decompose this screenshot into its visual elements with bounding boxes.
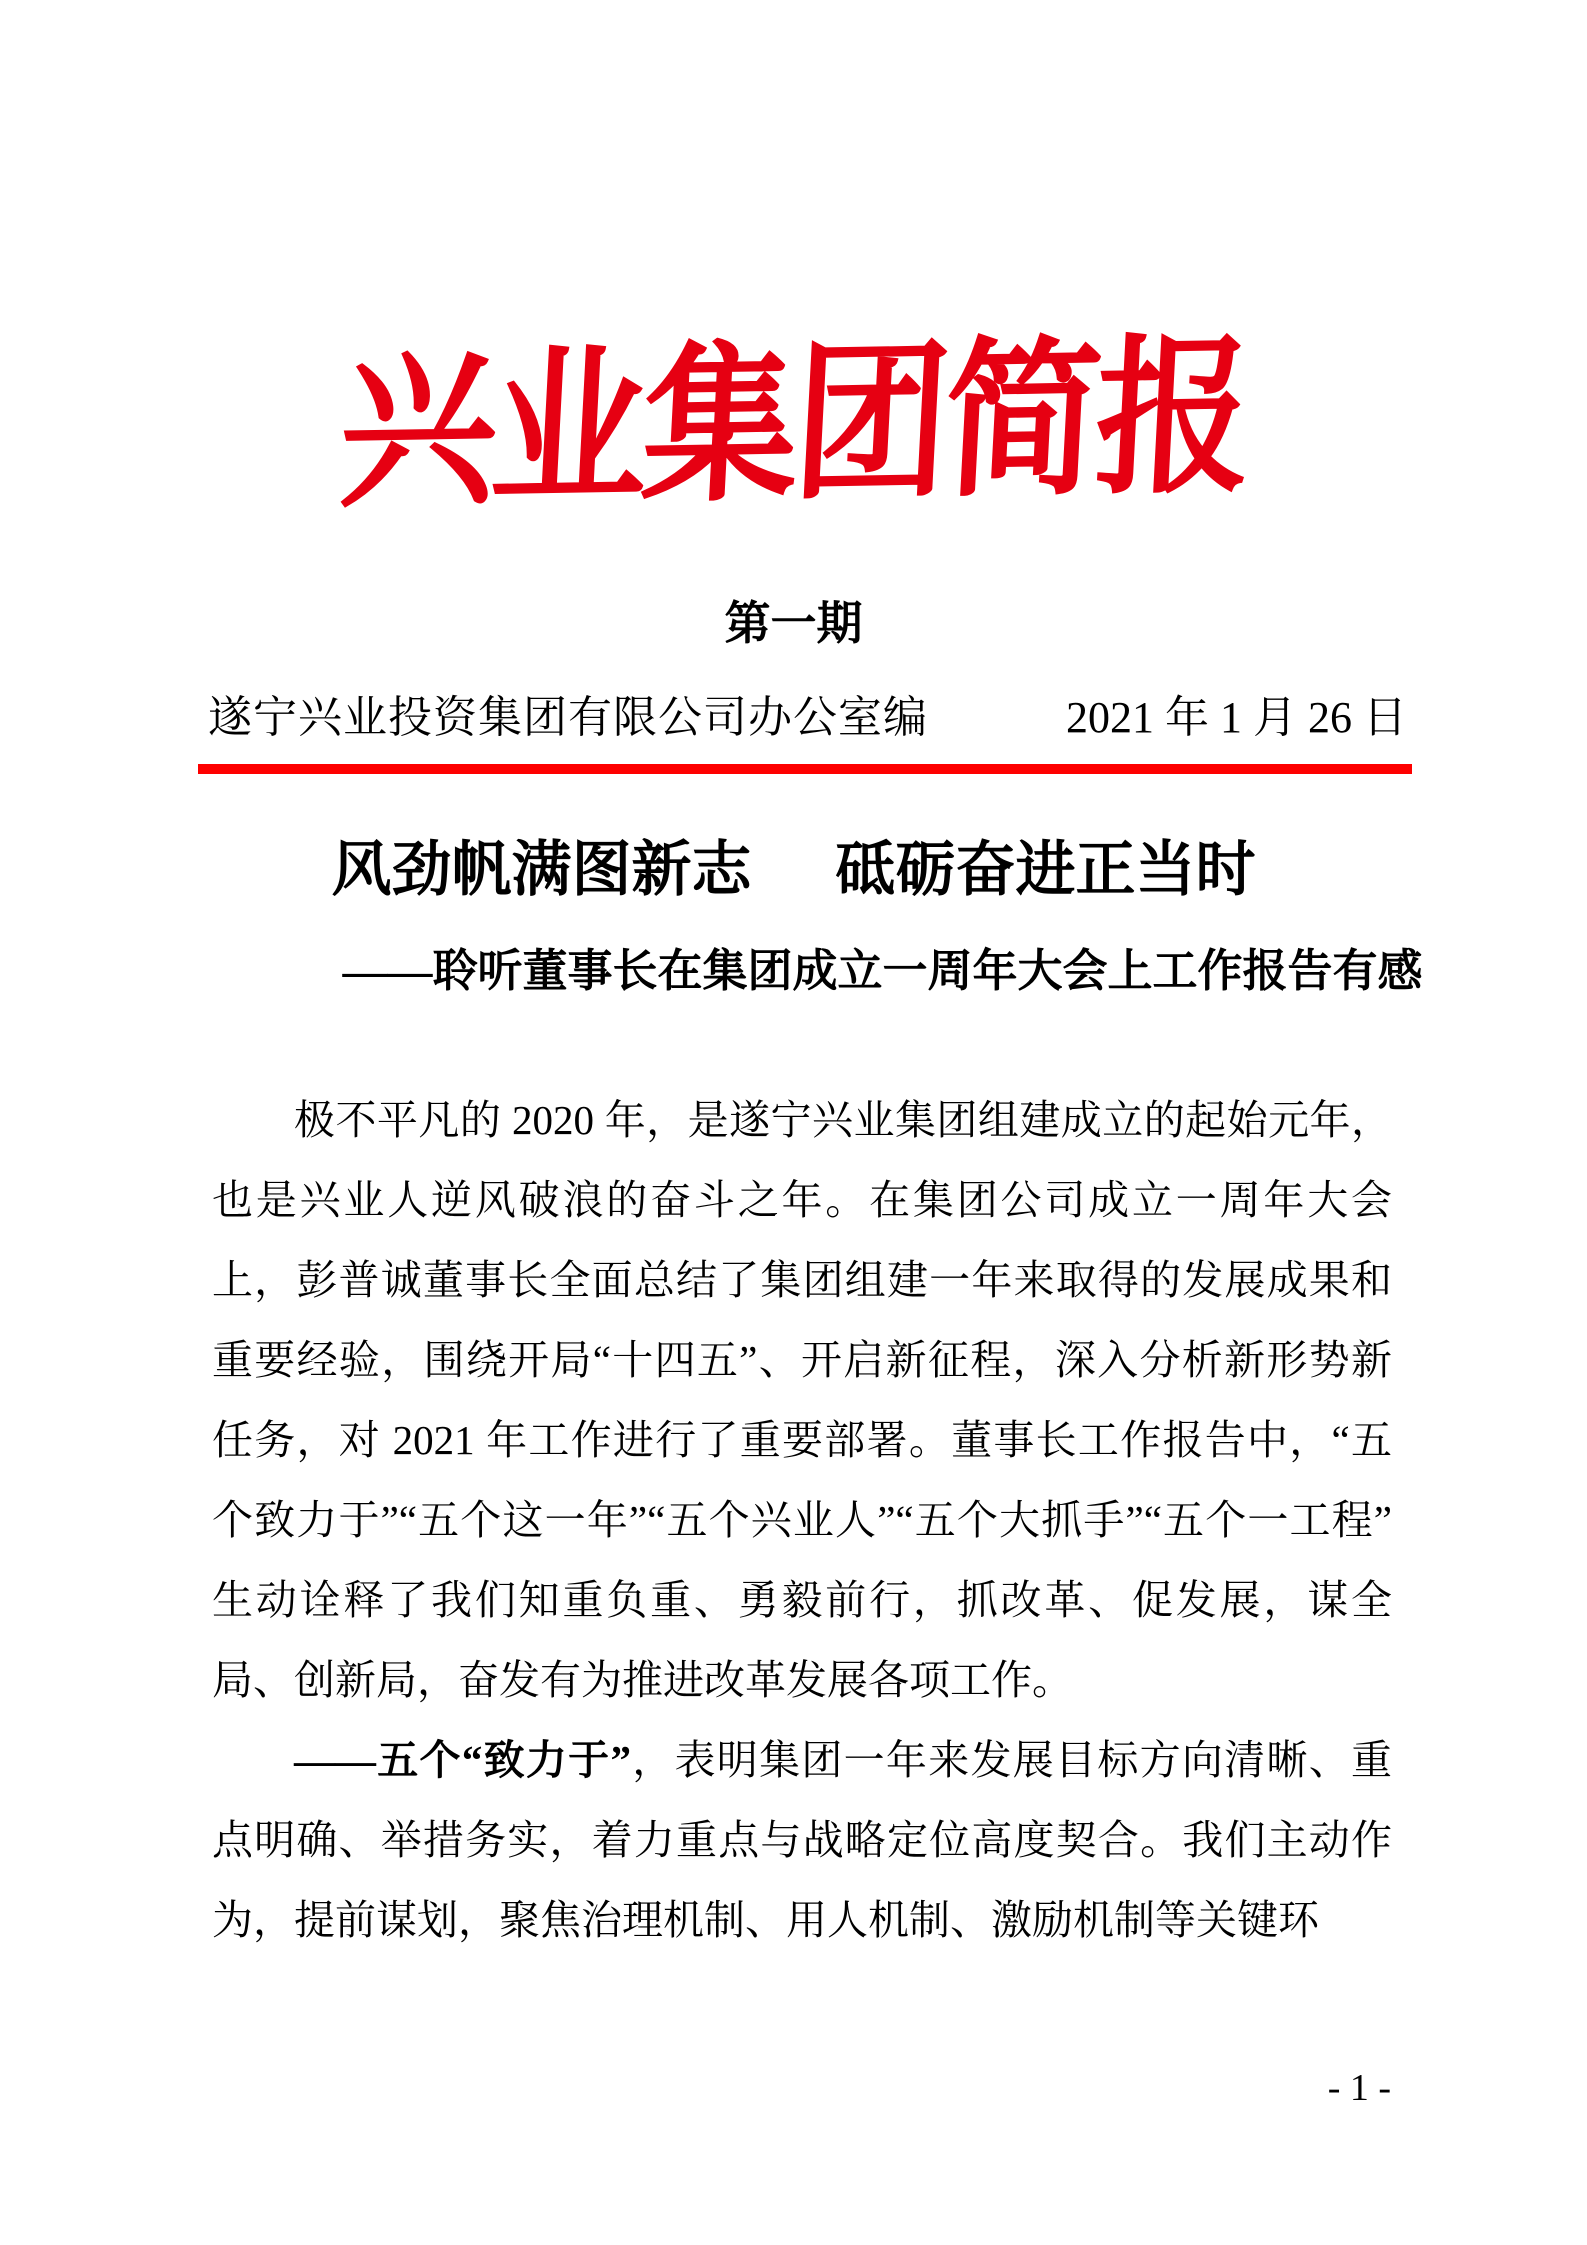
paragraph-1: 极不平凡的 2020 年，是遂宁兴业集团组建成立的起始元年，也是兴业人逆风破浪的奋斗之年。在集团公司成立一周年大会上，彭普诚董事长全面总结了集团组建一年来取得的发展成果和重要经验，围绕开局“十四五”、开启新征程，深入分析新形势新任务，对 2021 年工作进行了重要部署。董事长工作报告中，“五个致力于”“五个这一年”“五个兴业人”“五个大抓手”“五个一工程”生动诠释了我们知重负重、勇毅前行，抓改革、促发展，谋全局、创新局，奋发有为推进改革发展各项工作。 <box>212 1097 1392 1703</box>
paragraph-2-bold-lead: ——五个“致力于” <box>294 1737 631 1783</box>
paragraph-2-text: ，表明集团一年来发展目标方向清晰、重点明确、举措务实，着力重点与战略定位高度契合。我们主动作为，提前谋划，聚焦治理机制、用人机制、激励机制等关键环 <box>212 1737 1393 1943</box>
masthead-calligraphy-title: 兴业集团简报 <box>335 318 1252 532</box>
red-divider-line <box>198 764 1412 774</box>
issue-number: 第一期 <box>724 596 863 650</box>
page-number: - 1 - <box>1327 2067 1391 2109</box>
article-body <box>212 1080 1392 1960</box>
article-subtitle: ——聆听董事长在集团成立一周年大会上工作报告有感 <box>342 946 1423 996</box>
article-title-part1: 风劲帆满图新志 <box>331 837 752 903</box>
publication-date: 2021 年 1 月 26 日 <box>1066 693 1407 742</box>
publication-line <box>208 692 1407 745</box>
publisher-name: 遂宁兴业投资集团有限公司办公室编 <box>208 693 928 742</box>
paragraph-2 <box>212 1720 1392 1960</box>
article-title-part2: 砥砺奋进正当时 <box>835 837 1256 903</box>
article-title <box>0 836 1587 905</box>
